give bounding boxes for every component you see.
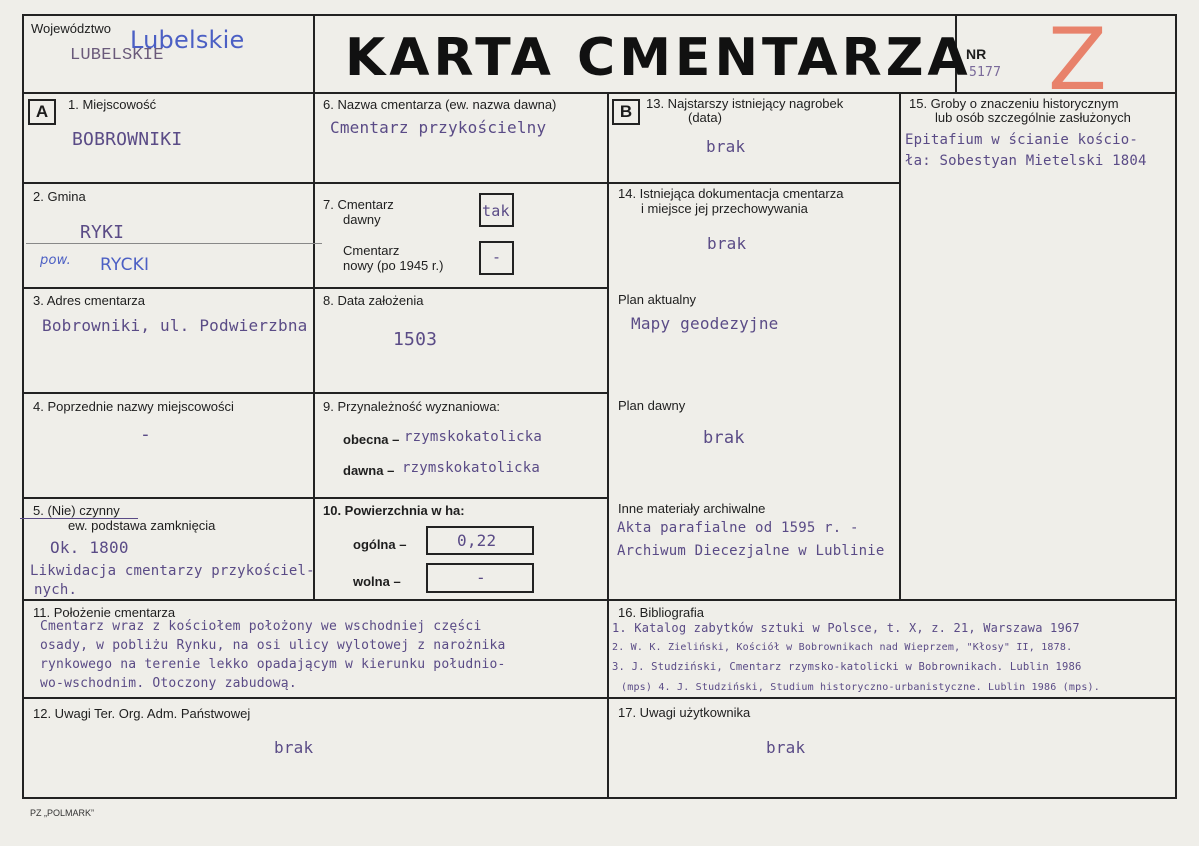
gmina-underline xyxy=(26,243,322,244)
field-3-value: Bobrowniki, ul. Podwierzbna xyxy=(42,316,308,335)
nr-label: NR xyxy=(966,46,987,62)
divider-b2 xyxy=(313,287,609,289)
field-6-value: Cmentarz przykościelny xyxy=(330,118,547,137)
field-4-label: 4. Poprzednie nazwy miejscowości xyxy=(33,399,234,414)
field-16-value-1: 1. Katalog zabytków sztuki w Polsce, t. X, z. 21, Warszawa 1967 xyxy=(612,621,1080,635)
divider-b4 xyxy=(313,497,609,499)
publisher-footer: PZ „POLMARK” xyxy=(30,808,95,818)
field-15-value-1: Epitafium w ścianie kościo- xyxy=(905,132,1138,148)
wojewodztwo-value-blue: Lubelskie xyxy=(130,26,245,54)
field-13-label-2: (data) xyxy=(688,110,722,125)
plan-aktualny-value: Mapy geodezyjne xyxy=(631,314,779,333)
field-15-label-2: lub osób szczególnie zasłużonych xyxy=(935,110,1131,125)
field-14-label-2: i miejsce jej przechowywania xyxy=(641,201,808,216)
inne-value-1: Akta parafialne od 1595 r. - xyxy=(617,520,859,536)
field-14-label-1: 14. Istniejąca dokumentacja cmentarza xyxy=(618,186,844,201)
field-16-value-2: 2. W. K. Zieliński, Kościół w Bobrownikach nad Wieprzem, "Kłosy" II, 1878. xyxy=(612,642,1073,653)
wojewodztwo-value-stamp: LUBELSKIE xyxy=(70,46,164,65)
field-17-label: 17. Uwagi użytkownika xyxy=(618,705,751,720)
divider-row11 xyxy=(22,599,1177,601)
divider-row12 xyxy=(22,697,1177,699)
nr-value: 5177 xyxy=(969,65,1002,80)
field-7-dawny-value: tak xyxy=(482,202,510,220)
field-2-note-value: RYCKI xyxy=(100,255,150,275)
field-11-value-4: wo-wschodnim. Otoczony zabudową. xyxy=(40,676,297,691)
field-1-value: BOBROWNIKI xyxy=(72,129,183,150)
field-6-label: 6. Nazwa cmentarza (ew. nazwa dawna) xyxy=(323,97,557,112)
section-a-badge: A xyxy=(28,99,56,125)
divider-col2 xyxy=(607,92,609,799)
field-10-ogolna-label: ogólna – xyxy=(353,537,407,552)
field-9-dawna-label: dawna – xyxy=(343,463,395,478)
inne-value-2: Archiwum Diecezjalne w Lublinie xyxy=(617,543,885,559)
divider-c1 xyxy=(607,182,900,184)
field-11-value-1: Cmentarz wraz z kościołem położony we wschodniej części xyxy=(40,619,482,634)
field-11-label: 11. Położenie cmentarza xyxy=(33,605,176,620)
inne-label: Inne materiały archiwalne xyxy=(618,501,766,516)
field-2-label: 2. Gmina xyxy=(33,189,86,204)
field-5-value-1: Ok. 1800 xyxy=(50,538,129,557)
field-16-value-4: (mps) 4. J. Studziński, Studium historyczno-urbanistyczne. Lublin 1986 (mps). xyxy=(621,682,1100,693)
field-7-nowy-value: - xyxy=(492,248,502,266)
divider-a1 xyxy=(22,182,314,184)
field-9-label: 9. Przynależność wyznaniowa: xyxy=(323,399,501,414)
divider-col1 xyxy=(313,92,315,600)
field-9-dawna-value: rzymskokatolicka xyxy=(402,460,541,476)
field-5-sublabel: ew. podstawa zamknięcia xyxy=(68,518,216,533)
field-10-label: 10. Powierzchnia w ha: xyxy=(323,503,465,518)
divider-header-left xyxy=(313,14,315,94)
field-16-label: 16. Bibliografia xyxy=(618,605,704,620)
field-10-wolna-label: wolna – xyxy=(353,574,401,589)
divider-col3 xyxy=(899,92,901,600)
plan-dawny-value: brak xyxy=(703,428,745,448)
plan-aktualny-label: Plan aktualny xyxy=(618,292,697,307)
field-16-value-3: 3. J. Studziński, Cmentarz rzymsko-katolicki w Bobrownikach. Lublin 1986 xyxy=(612,661,1082,673)
field-9-obecna-label: obecna – xyxy=(343,432,400,447)
card-title: KARTA CMENTARZA xyxy=(345,28,972,88)
field-5-value-3: nych. xyxy=(34,582,78,598)
section-b-badge: B xyxy=(612,99,640,125)
field-2-value: RYKI xyxy=(80,222,125,243)
field-14-value: brak xyxy=(707,234,747,253)
field-2-note-prefix: pow. xyxy=(40,253,71,268)
divider-a2 xyxy=(22,287,314,289)
field-8-value: 1503 xyxy=(393,329,438,350)
field-5-value-2: Likwidacja cmentarzy przykościel- xyxy=(30,563,315,579)
field-13-value: brak xyxy=(706,137,746,156)
field-15-value-2: ła: Sobestyan Mietelski 1804 xyxy=(905,153,1147,169)
field-15-label-1: 15. Groby o znaczeniu historycznym xyxy=(909,96,1119,111)
field-3-label: 3. Adres cmentarza xyxy=(33,293,145,308)
divider-b1 xyxy=(313,182,609,184)
divider-header xyxy=(22,92,1177,94)
field-13-label-1: 13. Najstarszy istniejący nagrobek xyxy=(646,96,844,111)
field-11-value-2: osady, w pobliżu Rynku, na osi ulicy wylotowej z narożnika xyxy=(40,638,506,653)
field-4-value: - xyxy=(140,424,152,445)
field-17-value: brak xyxy=(766,738,806,757)
field-11-value-3: rynkowego na terenie lekko opadającym w kierunku południo- xyxy=(40,657,506,672)
field-1-label: 1. Miejscowość xyxy=(68,97,157,112)
plan-dawny-label: Plan dawny xyxy=(618,398,686,413)
wojewodztwo-label: Województwo xyxy=(31,21,111,36)
field-9-obecna-value: rzymskokatolicka xyxy=(404,429,543,445)
field-5-label: 5. (Nie) czynny xyxy=(33,503,120,518)
field-10-wolna-value: - xyxy=(476,568,486,587)
field-7-dawny-label-1: 7. Cmentarz xyxy=(323,197,394,212)
divider-b3 xyxy=(313,392,609,394)
field-12-value: brak xyxy=(274,738,314,757)
nr-mark: Z xyxy=(1048,10,1107,110)
divider-a4 xyxy=(22,497,314,499)
field-7-nowy-label-2: nowy (po 1945 r.) xyxy=(343,258,444,273)
field-8-label: 8. Data założenia xyxy=(323,293,424,308)
field-7-nowy-label-1: Cmentarz xyxy=(343,243,400,258)
field-12-label: 12. Uwagi Ter. Org. Adm. Państwowej xyxy=(33,706,251,721)
field-10-ogolna-value: 0,22 xyxy=(457,531,497,550)
field-7-dawny-label-2: dawny xyxy=(343,212,381,227)
divider-a3 xyxy=(22,392,314,394)
